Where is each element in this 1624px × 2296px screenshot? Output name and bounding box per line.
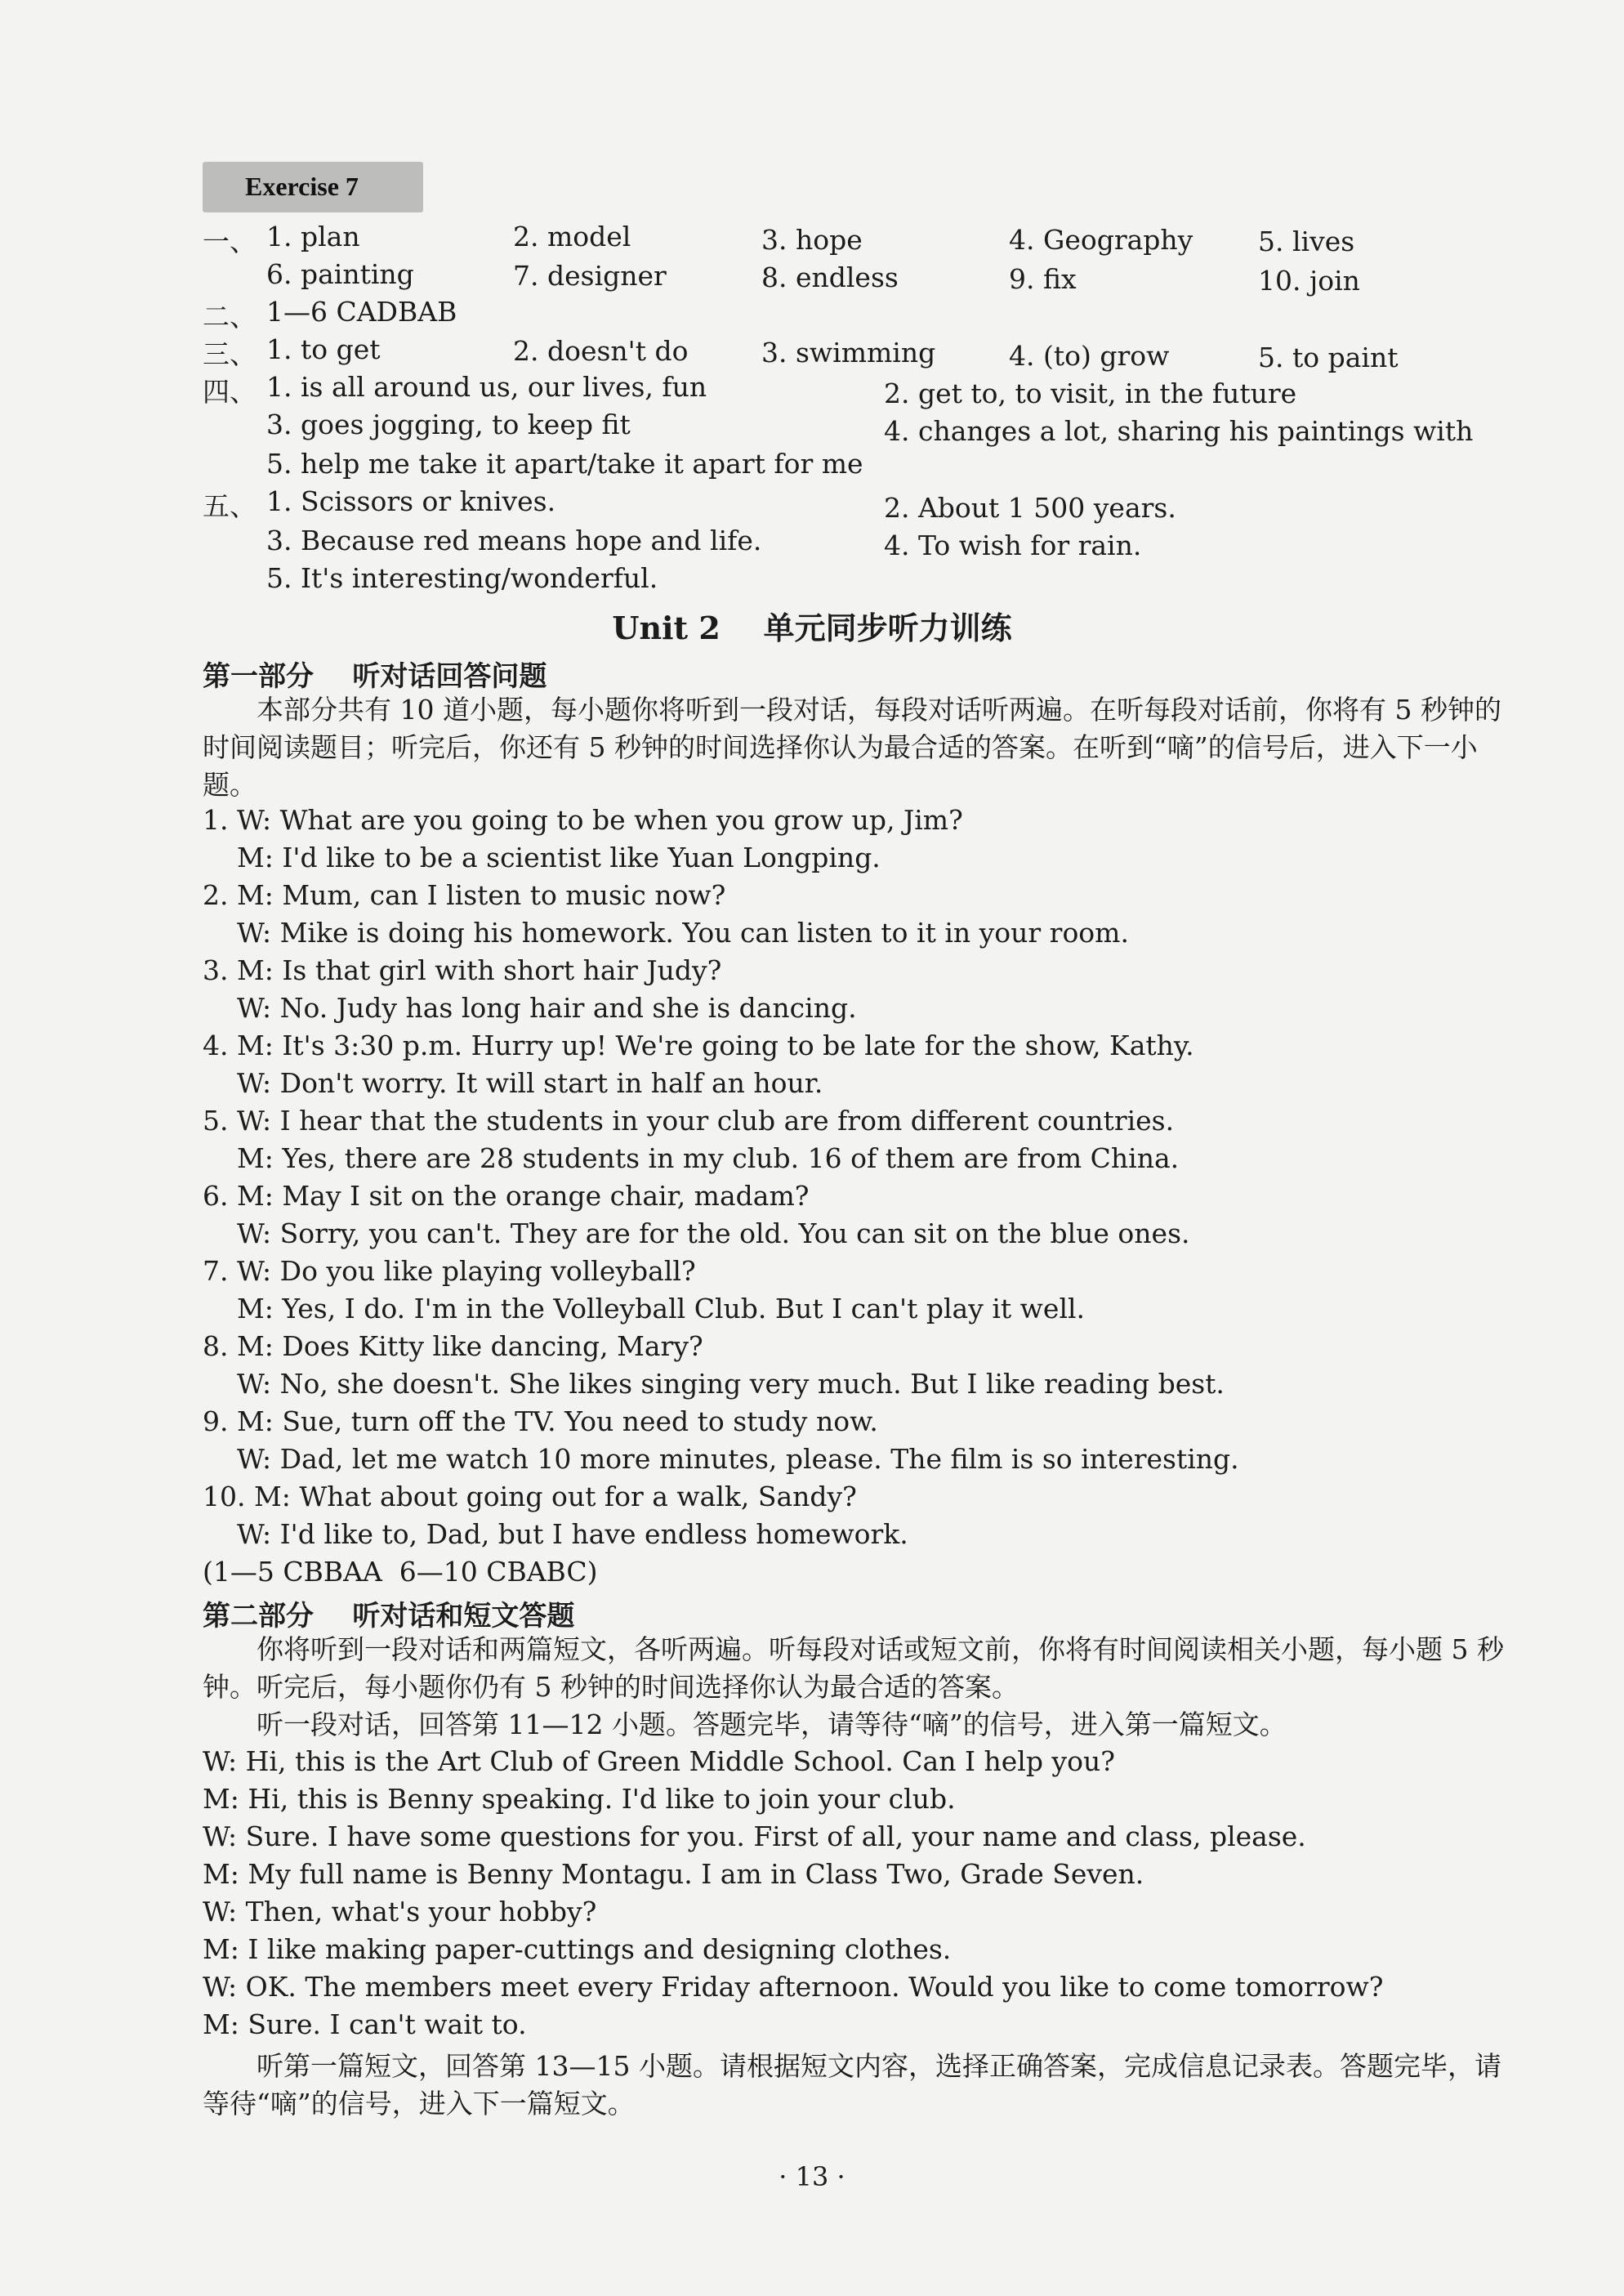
q5-answer-4: 4. To wish for rain. <box>884 529 1142 561</box>
dialogue-line: W: Then, what's your hobby? <box>203 1896 597 1927</box>
dialogue-line: M: I'd like to be a scientist like Yuan Longping. <box>203 842 881 873</box>
q1-answer-2: 2. model <box>513 221 631 252</box>
q4-marker: 四、 <box>203 376 257 408</box>
dialogue-line: 4. M: It's 3:30 p.m. Hurry up! We're going to be late for the show, Kathy. <box>203 1030 1194 1061</box>
q1-answer-4: 4. Geography <box>1009 224 1193 256</box>
q1-answer-8: 8. endless <box>761 261 899 293</box>
dialogue-line: W: Dad, let me watch 10 more minutes, please. The film is so interesting. <box>203 1443 1239 1475</box>
dialogue-line: 5. W: I hear that the students in your club are from different countries. <box>203 1105 1175 1137</box>
q1-answer-5: 5. lives <box>1258 226 1355 257</box>
dialogue-line: 10. M: What about going out for a walk, Sandy? <box>203 1481 857 1512</box>
q1-answer-7: 7. designer <box>513 260 667 292</box>
dialogue-line: 2. M: Mum, can I listen to music now? <box>203 879 726 911</box>
dialogue-line: 3. M: Is that girl with short hair Judy? <box>203 954 722 986</box>
part1-instructions: 本部分共有 10 道小题，每小题你将听到一段对话，每段对话听两遍。在听每段对话前，你将有 5 秒钟的时间阅读题目；听完后，你还有 5 秒钟的时间选择你认为最合适的答案。在听到“嘀”的信号后，进入下一小题。 <box>203 694 1501 801</box>
q3-answer-3: 3. swimming <box>761 337 936 369</box>
q3-answer-1: 1. to get <box>266 333 381 365</box>
dialogue-line: W: Mike is doing his homework. You can listen to it in your room. <box>203 917 1129 949</box>
q4-answer-2: 2. get to, to visit, in the future <box>884 377 1297 409</box>
q1-marker: 一、 <box>203 226 257 257</box>
dialogue-intro: 听一段对话，回答第 11—12 小题。答题完毕，请等待“嘀”的信号，进入第一篇短文。 <box>257 1709 1287 1740</box>
dialogue-line: 6. M: May I sit on the orange chair, madam? <box>203 1180 810 1212</box>
part1-heading: 第一部分 听对话回答问题 <box>203 660 547 693</box>
dialogue-line: W: Hi, this is the Art Club of Green Middle School. Can I help you? <box>203 1745 1115 1777</box>
passage-intro: 听第一篇短文，回答第 13—15 小题。请根据短文内容，选择正确答案，完成信息记录表。答题完毕，请等待“嘀”的信号，进入下一篇短文。 <box>203 2050 1501 2120</box>
q4-answer-5: 5. help me take it apart/take it apart for me <box>266 448 863 480</box>
q3-answer-4: 4. (to) grow <box>1009 340 1170 372</box>
q1-answer-10: 10. join <box>1258 265 1360 297</box>
q5-answer-1: 1. Scissors or knives. <box>266 485 556 517</box>
dialogue-line: M: Sure. I can't wait to. <box>203 2008 527 2040</box>
unit-title: Unit 2 单元同步听力训练 <box>612 610 1012 646</box>
dialogue-line: M: Hi, this is Benny speaking. I'd like to join your club. <box>203 1783 956 1815</box>
q2-marker: 二、 <box>203 301 257 333</box>
q5-answer-3: 3. Because red means hope and life. <box>266 525 762 556</box>
dialogue-line: M: Yes, I do. I'm in the Volleyball Club. But I can't play it well. <box>203 1293 1086 1324</box>
dialogue-line: W: OK. The members meet every Friday afternoon. Would you like to come tomorrow? <box>203 1971 1384 2003</box>
dialogue-line: 7. W: Do you like playing volleyball? <box>203 1255 696 1287</box>
dialogue-line: W: Sorry, you can't. They are for the old. You can sit on the blue ones. <box>203 1217 1190 1249</box>
q3-answer-2: 2. doesn't do <box>513 335 689 367</box>
dialogue-line: 1. W: What are you going to be when you grow up, Jim? <box>203 804 963 836</box>
exercise-title: Exercise 7 <box>245 172 359 201</box>
q4-answer-1: 1. is all around us, our lives, fun <box>266 371 707 403</box>
q1-answer-1: 1. plan <box>266 221 360 252</box>
dialogue-line: 8. M: Does Kitty like dancing, Mary? <box>203 1330 703 1362</box>
dialogue-line: W: I'd like to, Dad, but I have endless homework. <box>203 1518 908 1550</box>
dialogue-line: W: No. Judy has long hair and she is dancing. <box>203 992 857 1024</box>
dialogue-line: M: My full name is Benny Montagu. I am in Class Two, Grade Seven. <box>203 1858 1144 1890</box>
q1-answer-6: 6. painting <box>266 258 414 290</box>
q2-answer: 1—6 CADBAB <box>266 296 457 328</box>
dialogue-line: W: Sure. I have some questions for you. First of all, your name and class, please. <box>203 1820 1306 1852</box>
part2-heading: 第二部分 听对话和短文答题 <box>203 1600 575 1633</box>
dialogue-line: M: I like making paper-cuttings and designing clothes. <box>203 1933 952 1965</box>
q4-answer-4: 4. changes a lot, sharing his paintings with <box>884 415 1474 447</box>
dialogue-line: W: No, she doesn't. She likes singing very much. But I like reading best. <box>203 1368 1225 1400</box>
q4-answer-3: 3. goes jogging, to keep fit <box>266 409 631 440</box>
page-number: · 13 · <box>779 2161 845 2192</box>
q1-answer-9: 9. fix <box>1009 263 1077 295</box>
part2-instructions: 你将听到一段对话和两篇短文，各听两遍。听每段对话或短文前，你将有时间阅读相关小题，每小题 5 秒钟。听完后，每小题你仍有 5 秒钟的时间选择你认为最合适的答案。 <box>203 1633 1504 1703</box>
q1-answer-3: 3. hope <box>761 224 863 256</box>
q5-marker: 五、 <box>203 490 257 522</box>
q5-answer-2: 2. About 1 500 years. <box>884 492 1176 524</box>
part1-answers: (1—5 CBBAA 6—10 CBABC) <box>203 1556 598 1588</box>
q5-answer-5: 5. It's interesting/wonderful. <box>266 562 658 594</box>
dialogue-line: W: Don't worry. It will start in half an hour. <box>203 1067 823 1099</box>
q3-answer-5: 5. to paint <box>1258 342 1399 373</box>
q3-marker: 三、 <box>203 338 257 370</box>
dialogue-line: M: Yes, there are 28 students in my club. 16 of them are from China. <box>203 1142 1180 1174</box>
dialogue-line: 9. M: Sue, turn off the TV. You need to study now. <box>203 1405 878 1437</box>
